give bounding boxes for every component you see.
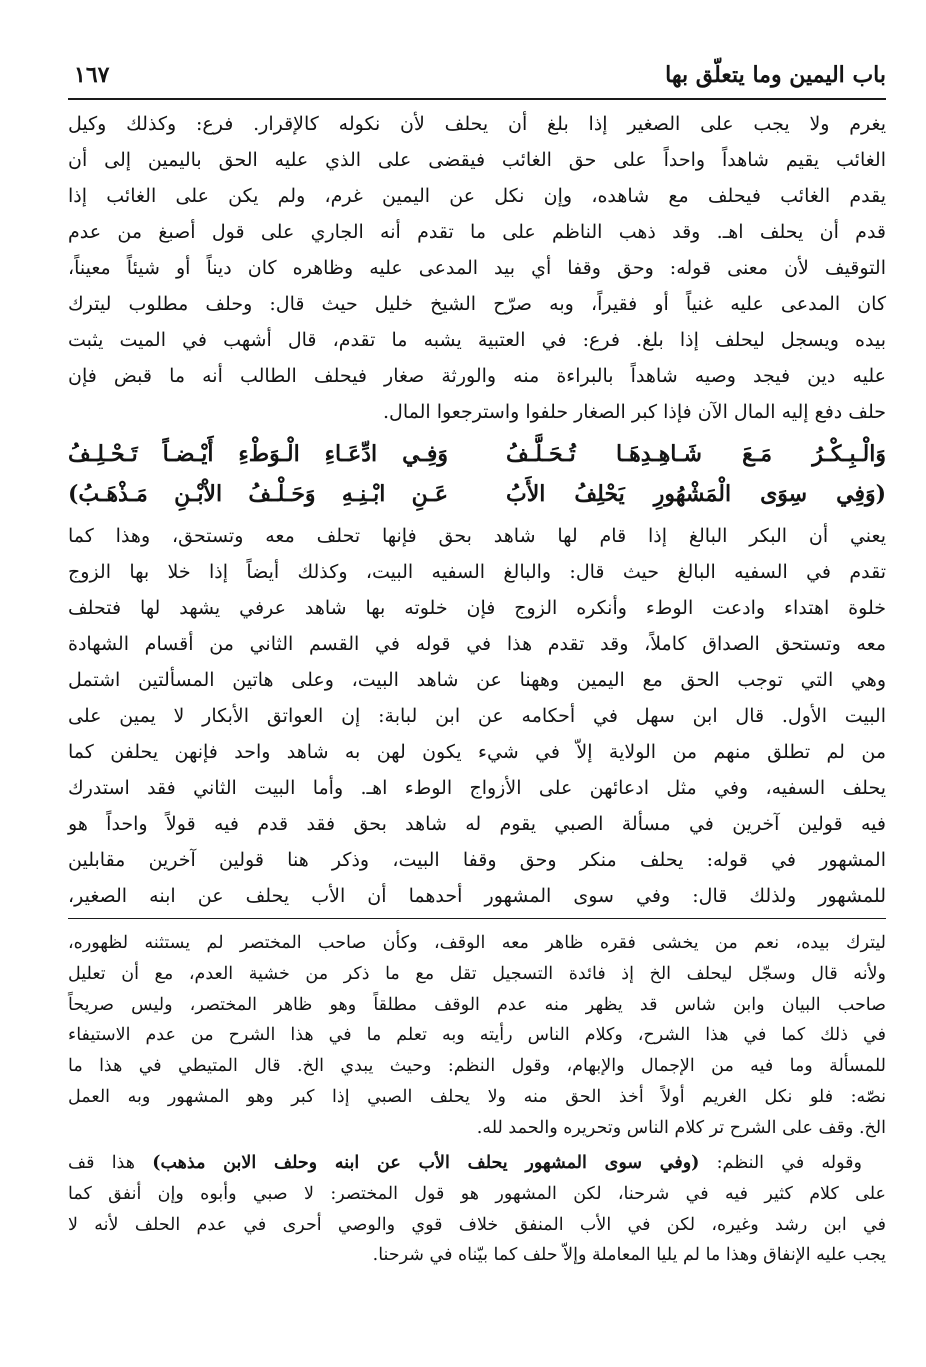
footnote-line (68, 1148, 886, 1179)
verse-line-2 (68, 474, 886, 514)
footnote-after-quote: هذا قف (68, 1153, 153, 1173)
footnote-intro: وقوله في النظم: (699, 1153, 862, 1173)
text-line: يحلف السفيه، وفي مثل ادعائهن على الأزواج الوطء اهـ. وأما البيت الثاني فقد استدرك (68, 777, 886, 799)
footnote-block-1 (68, 928, 886, 1144)
footnote-line: يجب عليه الإنفاق وهذا ما لم يليا المعاملة وإلاّ حلف كما بيّناه في شرحنا. (372, 1245, 886, 1266)
header-rule (68, 98, 886, 100)
running-header (68, 58, 886, 98)
text-line: عليه دين فيجد وصيه شاهداً بالبراءة منه والورثة صغار فيحلف الطالب أنه ما قبض فإن (68, 365, 886, 387)
verse-hemistich-second: عَـنِ ابْـنِـهِ وَحَـلْـفُ الاْبْـنِ مَـذْهَـبُ) (68, 481, 448, 507)
chapter-title: باب اليمين وما يتعلّق بها (665, 62, 886, 88)
footnote-line: نصّه: فلو نكل الغريم أولاً أخذ الحق منه ولا يحلف الصبي إذا كبر وهو المشهور وبه العمل (68, 1086, 886, 1107)
text-line: تقدم في السفيه البالغ حيث قال: والبالغ السفيه البيت، وكذلك أيضاً إذا خلا بها الزوج (68, 561, 886, 583)
footnote-line: على كلام كثير فيه في شرحنا، لكن المشهور هو قول المختصر: لا صبي وأبوه وإن أنفق كما (68, 1183, 886, 1204)
text-line: من لم تطلق منهم من الولاية إلاّ في شيء يكون لهن به شاهد واحد فإنهن يحلفن كما (68, 741, 886, 763)
footnote-line: الخ. وقف على الشرح تر كلام الناس وتحريره والحمد لله. (476, 1117, 886, 1138)
text-line: البيت الأول. قال ابن سهل في أحكامه عن ابن لبابة: إن العواتق الأبكار لا يمين على (68, 705, 886, 727)
page-number: ١٦٧ (74, 62, 110, 88)
text-line: التوقيف لأن معنى قوله: وحق وقفا أي بيد المدعى عليه وظاهره كان ديناً أو شيئاً معيناً، (68, 257, 886, 279)
footnote-line: في ابن رشد وغيره، لكن في الأب المنفق خلاف قوي والوصي أحرى في عدم الحلف لأنه لا (68, 1214, 886, 1235)
verse-hemistich-first: (وَفِي سِوَى الْمَشْهُورِ يَحْلِفُ الأَبُ (506, 481, 886, 507)
footnote-line: في ذلك كما في هذا الشرح، وكلام الناس رأيته وبه تعلم ما في هذا الشرح من عدم الاستيفاء (68, 1025, 886, 1046)
text-line: وهي التي توجب الحق مع اليمين وههنا عن شاهد البيت، وعلى هاتين المسألتين اشتمل (68, 669, 886, 691)
poem-verses (68, 434, 886, 514)
text-line: معه وتستحق الصداق كاملاً، وقد تقدم هذا في قوله في القسم الثاني من أقسام الشهادة (68, 633, 886, 655)
footnote-quoted-verse: (وفي سوى المشهور يحلف الأب عن ابنه وحلف الابن مذهب) (152, 1153, 700, 1173)
footnote-block-2 (68, 1148, 886, 1271)
verse-hemistich-first: وَالْـبِـكْـرُ مَـعَ شَـاهِـدِهَـا تُـحَـلَّـفُ (506, 441, 886, 467)
text-line: الغائب يقيم شاهداً واحداً على حق الغائب فيقضى على الذي عليه الحق باليمين إلى أن (68, 149, 886, 171)
text-line: للمشهور ولذلك قال: وفي سوى المشهور أحدهما أن الأب يحلف عن ابنه الصغير، (68, 885, 886, 907)
footnote-line: صاحب البيان وابن شاس قد يظهر منه عدم الوقف مطلقاً وهو ظاهر المختصر، وليس صريحاً (68, 994, 886, 1015)
text-line: حلف دفع إليه المال الآن فإذا كبر الصغار حلفوا واسترجعوا المال. (382, 401, 886, 423)
footnote-line: ليترك بيده، نعم من يخشى فقره ظاهر معه الوقف، وكأن صاحب المختصر لم يستثنه لظهوره، (68, 933, 886, 953)
text-line: خلوة اهتداء وادعت الوطء وأنكره الزوج فإن خلوته بها شاهد عرفي يشهد لها فتحلف (68, 597, 886, 619)
main-text-block-2 (68, 518, 886, 914)
verse-hemistich-second: وَفِـي ادِّعَـاءِ الْـوَطْءِ أَيْـضـاً تَـحْـلِـفُ (68, 441, 448, 467)
main-text-block-1 (68, 106, 886, 430)
text-line: المشهور في قوله: يحلف منكر وحق وقفا البيت، وذكر هنا قولين آخرين مقابلين (68, 849, 886, 871)
text-line: يغرم ولا يجب على الصغير إذا بلغ أن يحلف لأن نكوله كالإقرار. فرع: وكذلك وكيل (68, 113, 886, 135)
text-line: يقدم الغائب فيحلف مع شاهده، وإن نكل عن اليمين غرم، ولم يكن على الغائب إذا (68, 185, 886, 207)
text-line: قدم أن يحلف اهـ. وقد ذهب الناظم على ما تقدم أنه الجاري على قول أصبغ من عدم (68, 221, 886, 243)
footnote-rule (68, 918, 886, 919)
text-line: كان المدعى عليه غنياً أو فقيراً، وبه صرّح الشيخ خليل حيث قال: وحلف مطلوب ليترك (68, 293, 886, 315)
text-line: بيده ويسجل ليحلف إذا بلغ. فرع: في العتبية يشبه ما تقدم، قال أشهب في الميت يثبت (68, 329, 886, 351)
text-line: فيه قولين آخرين في مسألة الصبي يقوم له شاهد بحق فقد قدم فيه قولاً واحداً هو (68, 813, 886, 835)
text-line: يعني أن البكر البالغ إذا قام لها شاهد بحق فإنها تحلف معه وتستحق، وهذا كما (68, 525, 886, 547)
footnote-line: للمسألة وما فيه من الإجمال والإبهام، وقول النظم: وحيث يبدي الخ. قال المتيطي في هذا ما (68, 1056, 886, 1077)
footnote-line: ولأنه قال وسجّل ليحلف الخ إذ فائدة التسجيل تقل مع ما ذكر من خشية العدم، مع أن تعليل (68, 963, 886, 984)
verse-line-1 (68, 434, 886, 474)
